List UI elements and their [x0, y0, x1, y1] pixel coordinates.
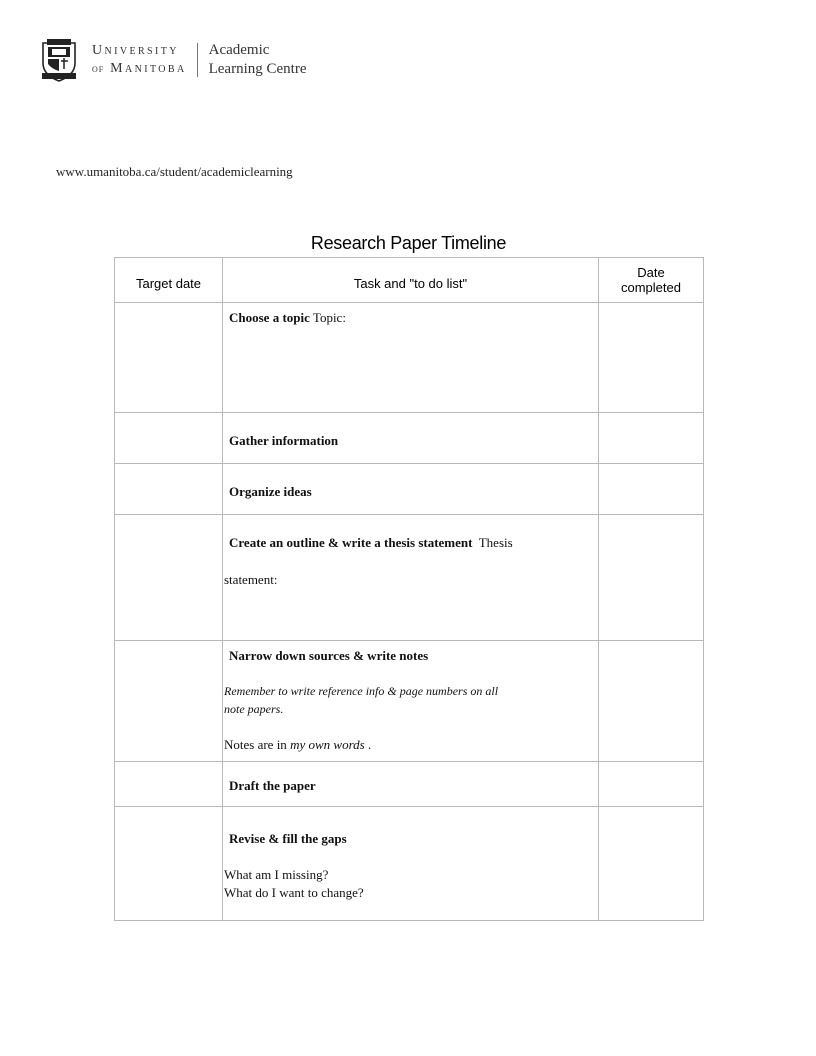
- notes-suffix: .: [367, 737, 372, 752]
- task-cell: [223, 515, 599, 641]
- task-title: Organize ideas: [229, 484, 312, 499]
- website-url: www.umanitoba.ca/student/academiclearning: [56, 164, 293, 179]
- target-date-cell[interactable]: [115, 641, 223, 762]
- task-title: Gather information: [229, 433, 339, 448]
- task-title: Revise & fill the gaps: [229, 831, 347, 846]
- task-title: Create an outline & write a thesis statement: [229, 535, 473, 550]
- table-row: [115, 807, 704, 921]
- task-question-1: What am I missing?: [224, 867, 329, 882]
- column-header-task: Task and "to do list": [223, 258, 599, 303]
- target-date-cell[interactable]: [115, 762, 223, 807]
- task-cell: [223, 413, 599, 464]
- task-thesis-label: Thesis: [478, 535, 513, 550]
- target-date-cell[interactable]: [115, 303, 223, 413]
- table-row: [115, 762, 704, 807]
- centre-name: [209, 41, 307, 79]
- notes-prefix: Notes are in: [224, 737, 287, 752]
- table-row: [115, 413, 704, 464]
- university-line1: University: [92, 43, 179, 58]
- table-row: [115, 303, 704, 413]
- task-cell: [223, 303, 599, 413]
- university-wordmark: [92, 44, 187, 76]
- university-line2: [92, 62, 187, 76]
- timeline-table: [114, 257, 704, 921]
- task-thesis-label-cont: statement:: [224, 572, 278, 587]
- task-question-2: What do I want to change?: [224, 885, 364, 900]
- university-crest-icon: [40, 37, 78, 83]
- target-date-cell[interactable]: [115, 807, 223, 921]
- centre-line1: Academic: [208, 42, 270, 58]
- table-row: [115, 641, 704, 762]
- notes-italic: my own words: [290, 737, 365, 752]
- column-header-date-completed: [599, 258, 704, 303]
- task-title: Choose a topic: [229, 310, 310, 325]
- date-completed-cell[interactable]: [599, 641, 704, 762]
- date-completed-label: Date completed: [621, 265, 681, 295]
- task-cell: [223, 464, 599, 515]
- date-completed-cell[interactable]: [599, 413, 704, 464]
- date-completed-cell[interactable]: [599, 515, 704, 641]
- target-date-cell[interactable]: [115, 515, 223, 641]
- target-date-cell[interactable]: [115, 413, 223, 464]
- task-cell: [223, 807, 599, 921]
- table-header-row: [115, 258, 704, 303]
- task-cell: [223, 762, 599, 807]
- table-row: [115, 515, 704, 641]
- letterhead: [40, 37, 306, 83]
- task-topic-label: Topic:: [312, 310, 346, 325]
- centre-line2: Learning Centre: [208, 61, 307, 77]
- date-completed-cell[interactable]: [599, 762, 704, 807]
- header-divider: [197, 43, 198, 77]
- target-date-cell[interactable]: [115, 464, 223, 515]
- column-header-target-date: Target date: [115, 258, 223, 303]
- task-note-words: [223, 736, 598, 754]
- date-completed-cell[interactable]: [599, 303, 704, 413]
- page-title: Research Paper Timeline: [310, 233, 507, 253]
- task-title: Narrow down sources & write notes: [229, 648, 429, 663]
- university-of: of: [92, 63, 105, 75]
- university-manitoba: Manitoba: [110, 61, 187, 76]
- date-completed-cell[interactable]: [599, 807, 704, 921]
- task-note-line1: Remember to write reference info & page numbers on all: [224, 684, 499, 698]
- date-completed-cell[interactable]: [599, 464, 704, 515]
- task-title: Draft the paper: [229, 778, 316, 793]
- task-note-line2: note papers.: [224, 702, 284, 716]
- table-row: [115, 464, 704, 515]
- task-cell: [223, 641, 599, 762]
